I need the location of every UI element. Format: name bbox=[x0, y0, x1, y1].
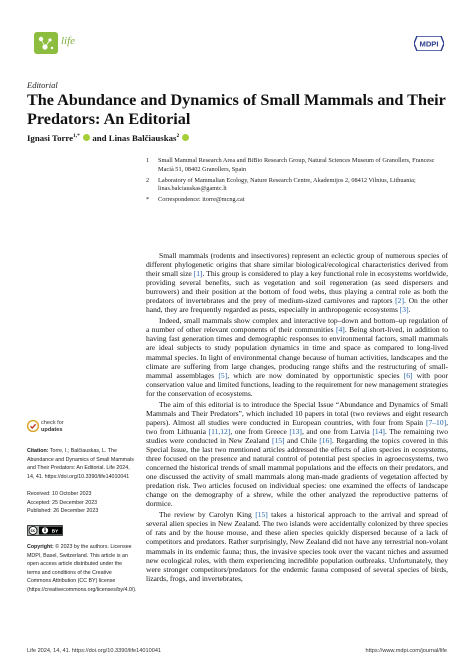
reference-link[interactable]: [15] bbox=[255, 510, 268, 520]
affiliations bbox=[146, 157, 446, 207]
copyright-text: © 2023 by the authors. Licensee MDPI, Basel, Switzerland. This article is an open access article distributed under the terms and conditions of the Creative Commons Attribution (CC BY) license (https://creativecommons.org/licenses/by/4.0/). bbox=[27, 544, 137, 593]
cc-by-license-icon[interactable] bbox=[27, 525, 63, 536]
author-name[interactable]: Linas Balčiauskas bbox=[108, 133, 177, 143]
footer-journal-link[interactable]: https://www.mdpi.com/journal/life bbox=[365, 648, 447, 654]
correspondence: Correspondence: itorre@mcng.cat bbox=[158, 196, 245, 203]
paragraph: Small mammals (rodents and insectivores) represent an eclectic group of numerous species of different phylogenetic origins that share similar biological/ecological characteristics derived from their small size [1]. This group is considered to play a key functional role in ecosystems worldwide, providing several benefits, such as vegetation and soil regeneration (as seed dispersers and burrowers) and their position at the bottom of food webs, thus playing a central role as both the predators of invertebrates and the prey of medium-sized carnivores and raptors [2]. On the other hand, they are frequently regarded as pests, especially in anthropogenic ecosystems [3]. bbox=[146, 251, 448, 315]
paragraph: The aim of this editorial is to introduce the Special Issue “Abundance and Dynamics of Small Mammals and Their Predators”, which included 10 papers in total (two reviews and eight research papers). Almost all studies were conducted in European countries, with four from Spain [7–10], two from Lithuania [11,12], one from Greece [13], and one from Latvia [14]. The remaining two studies were conducted in New Zealand [15] and Chile [16]. Regarding the topics covered in this Special Issue, the last two mentioned articles addressed the effects of alien species in ecosystems, three focused on the presence and natural control of potential pest species in agroecosystems, two concerned the historical trends of small mammal populations and the effects on their predators, and one discussed the activity of small mammals along man-made gradients of vegetation affected by predation risk. Two articles focused on individual species: one examined the effects of landscape change on the demography of a shrew, while the other analyzed the reproductive patterns of dormice. bbox=[146, 399, 448, 509]
citation-label: Citation: bbox=[27, 448, 49, 454]
citation-text: Torre, I.; Balčiauskas, L. The Abundance and Dynamics of Small Mammals and Their Predators: An Editorial. Life 2024, 14, 41. https://doi.org/10.3390/life14010041 bbox=[27, 448, 134, 480]
dates-block bbox=[27, 490, 135, 516]
copyright-label: Copyright: bbox=[27, 544, 54, 550]
affiliation-item bbox=[146, 177, 446, 194]
affiliation-item bbox=[146, 157, 446, 174]
reference-link[interactable]: [2] bbox=[395, 296, 404, 306]
author-affiliation-mark: 2 bbox=[176, 133, 180, 140]
orcid-icon[interactable] bbox=[182, 134, 189, 141]
updates-label: updates bbox=[41, 426, 63, 433]
received-date: Received: 10 October 2023 bbox=[27, 491, 92, 497]
publisher-name: MDPI bbox=[419, 39, 439, 49]
copyright-block bbox=[27, 543, 135, 594]
article-title: The Abundance and Dynamics of Small Mammals and Their Predators: An Editorial bbox=[27, 91, 446, 128]
journal-logo-icon bbox=[34, 32, 58, 54]
reference-link[interactable]: [4] bbox=[336, 325, 345, 335]
reference-link[interactable]: [6] bbox=[403, 370, 413, 380]
author-affiliation-mark: 1,* bbox=[73, 133, 80, 140]
reference-link[interactable]: [3] bbox=[399, 305, 409, 315]
reference-link[interactable]: [14] bbox=[372, 426, 385, 436]
reference-link[interactable]: [11,12] bbox=[208, 426, 231, 436]
article-body bbox=[146, 251, 448, 585]
footer-citation: Life 2024, 14, 41. https://doi.org/10.3390/life14010041 bbox=[27, 648, 162, 654]
reference-link[interactable]: [5] bbox=[218, 370, 228, 380]
published-date: Published: 26 December 2023 bbox=[27, 508, 99, 514]
author-name[interactable]: Ignasi Torre bbox=[27, 133, 74, 143]
updates-label: check for bbox=[41, 420, 64, 426]
reference-link[interactable]: [16] bbox=[319, 435, 332, 445]
check-updates-icon bbox=[27, 420, 39, 432]
svg-text:cc: cc bbox=[30, 527, 36, 533]
reference-link[interactable]: [7–10] bbox=[425, 417, 447, 427]
affiliation-text: Laboratory of Mammalian Ecology, Nature Research Centre, Akademijos 2, 08412 Vilnius, Lithuania; linas.balciauskas@gamtc.lt bbox=[158, 176, 416, 192]
affiliation-mark: 2 bbox=[146, 176, 150, 184]
affiliation-mark: * bbox=[146, 196, 150, 203]
citation-block bbox=[27, 447, 135, 481]
publisher-logo-icon bbox=[414, 36, 444, 51]
reference-link[interactable]: [15] bbox=[271, 435, 285, 445]
reference-link[interactable]: [1] bbox=[193, 269, 203, 279]
reference-link[interactable]: [13] bbox=[289, 426, 302, 436]
check-for-updates-badge[interactable] bbox=[27, 419, 71, 443]
author-connector: and bbox=[92, 133, 107, 143]
affiliation-item bbox=[146, 196, 446, 205]
journal-name: life bbox=[61, 35, 76, 47]
author-list bbox=[27, 133, 189, 143]
article-type: Editorial bbox=[27, 80, 58, 90]
svg-text:BY: BY bbox=[51, 527, 59, 533]
paragraph: The review by Carolyn King [15] takes a historical approach to the arrival and spread of several alien species in New Zealand. The two islands were accidentally colonized by three species of rats and by the house mouse, and these alien species quickly dispersed because of a lack of competitors and predators. Rather surprisingly, New Zealand did not have any terrestrial non-volant mammals in its endemic fauna; thus, the invasive species took over the vacant niches and assumed new ecological roles, with them experiencing incredible population outbreaks. Unfortunately, they were stronger competitors/predators for the endemic fauna composed of several species of birds, lizards, frogs, and invertebrates, bbox=[146, 510, 448, 583]
affiliation-mark: 1 bbox=[146, 157, 150, 164]
orcid-icon[interactable] bbox=[83, 134, 90, 141]
article-info-sidebar bbox=[27, 447, 135, 603]
accepted-date: Accepted: 25 December 2023 bbox=[27, 499, 98, 506]
paragraph: Indeed, small mammals show complex and interactive top–down and bottom–up regulation of a number of other relevant components of their communities [4]. Being short-lived, in addition to having fast generation times and demographic responses to environmental factors, small mammals are ideal subjects to study population dynamics in time and space as compared to long-lived mammal species. In light of environmental change because of human activities, landscapes and the climate are suffering from large changes, producing range shifts and the restructuring of small-mammal assemblages [5], which are now dominated by opportunistic species [6] with poor conservation value and limited functions, leading to the requirement for new management strategies for the conservation of ecosystems. bbox=[146, 316, 449, 398]
affiliation-text: Small Mammal Research Area and BiBio Research Group, Natural Sciences Museum of Granollers, Francesc Macià 51, 08402 Granollers, Spain bbox=[158, 157, 435, 173]
